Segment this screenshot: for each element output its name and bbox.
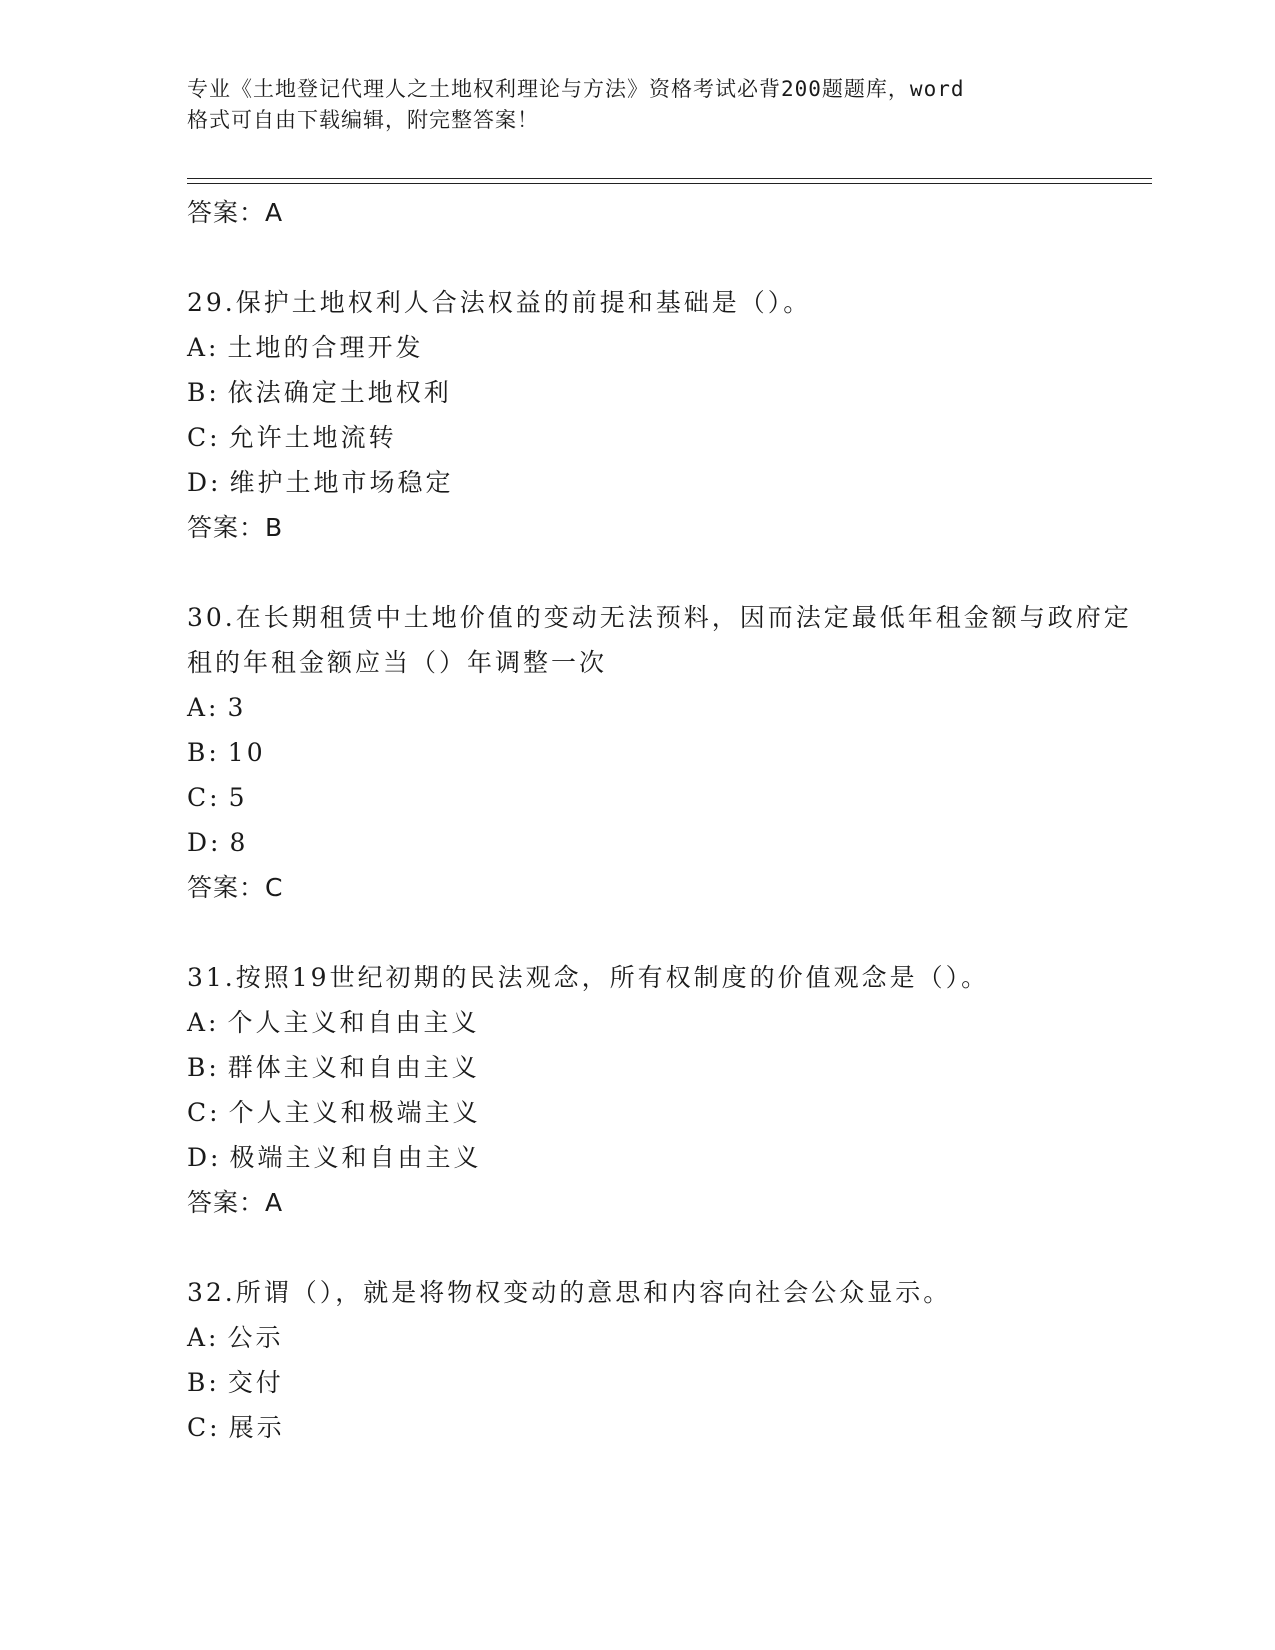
option-row: [187, 370, 1147, 415]
option-text: 个人主义和极端主义: [228, 1098, 481, 1127]
header-line-1: 专业《土地登记代理人之土地权利理论与方法》资格考试必背200题题库，word: [187, 77, 965, 101]
header-line-2: 格式可自由下载编辑，附完整答案！: [187, 108, 539, 132]
option-row: [187, 685, 1147, 730]
document-header: [187, 74, 1087, 136]
answer-line: 答案：C: [187, 873, 284, 902]
answer-line: 答案：A: [187, 1188, 284, 1217]
question-stem: 29.保护土地权利人合法权益的前提和基础是（）。: [187, 288, 812, 317]
option-text: 个人主义和自由主义: [227, 1008, 480, 1037]
option-letter: A:: [187, 693, 220, 722]
question-spacer: [187, 1226, 1147, 1270]
question-block: [187, 280, 1147, 551]
option-row: [187, 730, 1147, 775]
option-row: [187, 1405, 1147, 1450]
option-letter: C:: [187, 1098, 221, 1127]
option-text: 群体主义和自由主义: [227, 1053, 480, 1082]
option-text: 展示: [228, 1413, 285, 1442]
option-text: 交付: [227, 1368, 284, 1397]
answer-line: 答案：B: [187, 513, 284, 542]
option-letter: B:: [187, 738, 220, 767]
option-text: 公示: [227, 1323, 284, 1352]
option-row: [187, 1045, 1147, 1090]
question-block: [187, 955, 1147, 1226]
option-letter: D:: [187, 468, 222, 497]
option-row: [187, 1000, 1147, 1045]
option-row: [187, 1360, 1147, 1405]
option-letter: B:: [187, 1368, 220, 1397]
option-letter: C:: [187, 783, 221, 812]
option-letter: D:: [187, 1143, 222, 1172]
option-text: 5: [228, 783, 248, 812]
option-letter: A:: [187, 1008, 220, 1037]
option-text: 3: [227, 693, 247, 722]
option-row: [187, 820, 1147, 865]
question-spacer: [187, 911, 1147, 955]
option-row: [187, 460, 1147, 505]
option-text: 8: [229, 828, 249, 857]
option-row: [187, 1315, 1147, 1360]
option-text: 维护土地市场稳定: [229, 468, 454, 497]
option-letter: C:: [187, 423, 221, 452]
option-letter: D:: [187, 828, 222, 857]
question-spacer: [187, 236, 1147, 280]
option-letter: C:: [187, 1413, 221, 1442]
option-row: [187, 1135, 1147, 1180]
option-row: [187, 1090, 1147, 1135]
option-text: 依法确定土地权利: [227, 378, 452, 407]
option-text: 10: [227, 738, 266, 767]
option-row: [187, 415, 1147, 460]
header-divider-bottom: [187, 183, 1152, 184]
question-stem: 32.所谓（），就是将物权变动的意思和内容向社会公众显示。: [187, 1278, 952, 1307]
option-letter: B:: [187, 1053, 220, 1082]
answer-line: 答案：A: [187, 198, 284, 227]
header-divider-top: [187, 178, 1152, 179]
option-letter: A:: [187, 1323, 220, 1352]
option-text: 允许土地流转: [228, 423, 397, 452]
question-list: [187, 190, 1147, 1450]
option-row: [187, 775, 1147, 820]
option-letter: B:: [187, 378, 220, 407]
question-spacer: [187, 551, 1147, 595]
option-text: 极端主义和自由主义: [229, 1143, 482, 1172]
option-letter: A:: [187, 333, 220, 362]
question-stem: 31.按照19世纪初期的民法观念，所有权制度的价值观念是（）。: [187, 963, 990, 992]
option-text: 土地的合理开发: [227, 333, 424, 362]
question-block: [187, 595, 1147, 911]
option-row: [187, 325, 1147, 370]
question-stem: 30.在长期租赁中土地价值的变动无法预料，因而法定最低年租金额与政府定租的年租金额应当（）年调整一次: [187, 603, 1132, 677]
question-block: [187, 1270, 1147, 1450]
